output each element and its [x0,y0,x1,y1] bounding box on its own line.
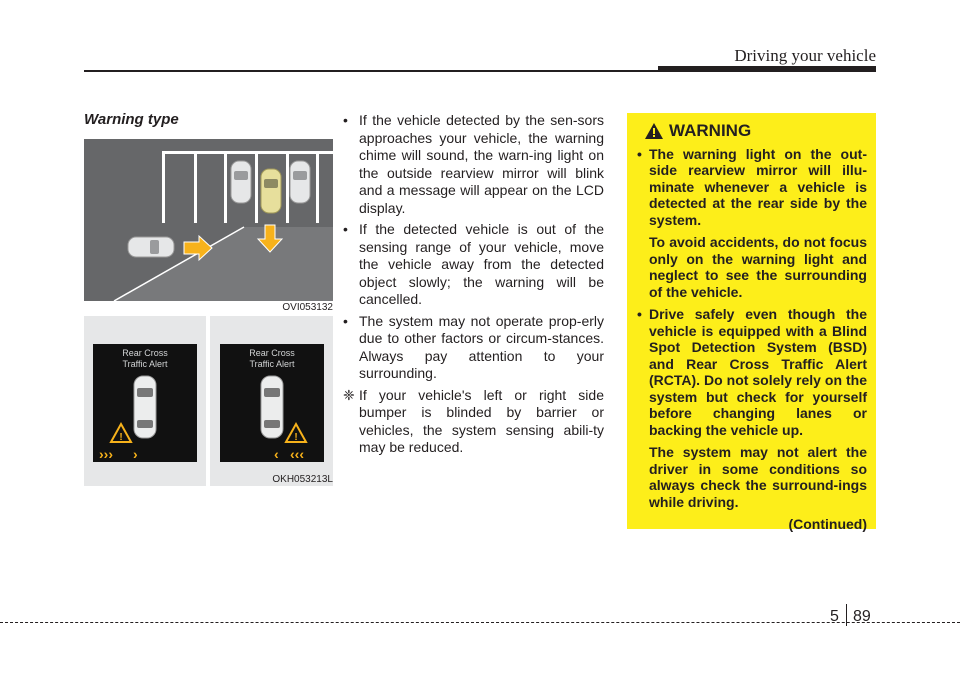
chevrons-right-icon: ››› [99,446,113,462]
parked-car-icon [231,161,251,203]
body-text [343,112,604,457]
figure-divider [206,316,210,486]
panel-label: Rear Cross [249,348,295,358]
footer-separator [846,604,847,626]
continued-label: (Continued) [788,516,867,532]
warning-subtext: The system may not alert the driver in some conditions so always check the surround-ings while driving. [649,444,867,510]
warning-triangle-icon [286,424,306,443]
note-icon: ❈ [343,386,355,403]
rcta-panel-left [93,344,197,462]
panel-label: Traffic Alert [122,359,168,369]
header-tab-bar [658,66,876,72]
svg-text:!: ! [119,432,123,443]
running-header: Driving your vehicle [734,46,876,65]
panel-label: Rear Cross [122,348,168,358]
warning-item: • Drive safely even though the vehicle is equipped with a Blind Spot Detection System (BSD) and Rear Cross Traffic Alert (RCTA). Do not solely rely on the system but check for yourself before changing lanes or backing the vehicle up. [637,306,867,438]
bullet-item: • If the detected vehicle is out of the sensing range of your vehicle, move the vehicle away from the detected object slowly; the warning will be cancelled. [343,221,604,307]
warning-triangle-icon [111,424,131,443]
section-title: Warning type [84,111,179,128]
parked-car-icon [290,161,310,203]
chevrons-right-icon: › [133,446,138,462]
bullet-item: • If the vehicle detected by the sen-sors approaches your vehicle, the warning chime will sound, the warn-ing light on the outside rearview mirror will blink and a message will appear on the LCD display. [343,112,604,216]
chapter-number: 5 [830,608,839,625]
warning-subtext: To avoid accidents, do not focus only on the warning light and neglect to see the surrounding of the vehicle. [649,234,867,300]
parking-illustration [84,139,333,301]
warning-heading: WARNING [645,123,867,140]
chevrons-left-icon: ‹‹‹ [290,446,304,462]
warning-item: • The warning light on the out-side rearview mirror will illu-minate whenever a vehicle is detected at the rear side by the system. [637,145,867,228]
figure-code: OVI053132 [272,301,333,315]
footer-rule [0,622,960,623]
own-car-icon [261,169,281,213]
rcta-panel-right [220,344,324,462]
approaching-car-icon [128,237,174,257]
chevrons-left-icon: ‹ [274,446,279,462]
warning-box [627,113,876,532]
figure-code: OKH053213L [272,474,333,485]
rcta-car-graphic [93,372,197,462]
cluster-display-figure [84,316,333,486]
panel-label: Traffic Alert [249,359,295,369]
rcta-car-graphic [220,372,324,462]
warning-triangle-icon [645,123,663,139]
page-number: 89 [853,608,871,625]
svg-text:!: ! [294,432,298,443]
bullet-item: • The system may not operate prop-erly due to other factors or circum-stances. Always pay attention to your surrounding. [343,312,604,381]
note-item: ❈ If your vehicle's left or right side bumper is blinded by barrier or vehicles, the system sensing abili-ty may be reduced. [343,386,604,455]
